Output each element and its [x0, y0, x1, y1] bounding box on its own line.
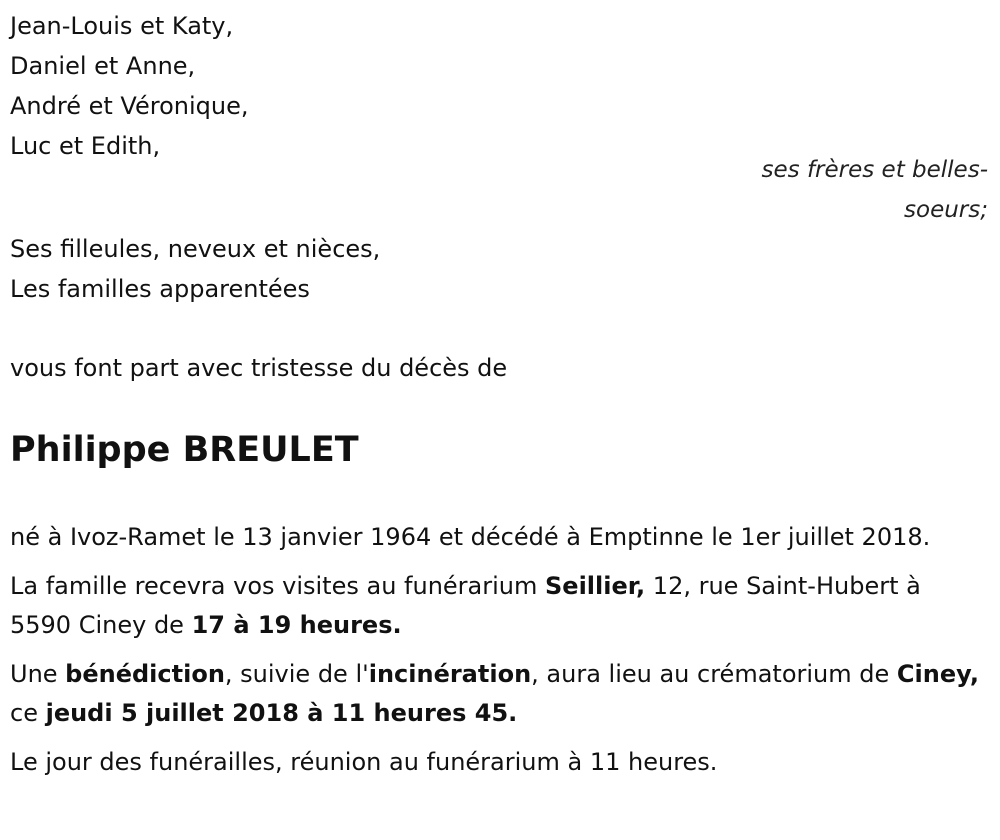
announcement-intro: vous font part avec tristesse du décès de	[10, 354, 508, 382]
birth-death-paragraph: né à Ivoz-Ramet le 13 janvier 1964 et décédé à Emptinne le 1er juillet 2018.	[10, 523, 931, 551]
sibling-line: Daniel et Anne,	[10, 52, 196, 80]
meeting-paragraph: Le jour des funérailles, réunion au funérarium à 11 heures.	[10, 748, 718, 776]
visits-text: La famille recevra vos visites au funérarium	[10, 572, 545, 600]
relatives-line: Ses filleules, neveux et nièces,	[10, 235, 381, 263]
ceremony-text: Une	[10, 660, 66, 688]
sibling-line: André et Véronique,	[10, 92, 249, 120]
siblings-note-line: ses frères et belles-	[761, 157, 988, 183]
ceremony-paragraph	[10, 655, 985, 733]
ceremony-text: , suivie de l'	[224, 660, 369, 688]
visits-address: 12, rue Saint-Hubert à 5590 Ciney de	[10, 572, 921, 639]
sibling-line: Jean-Louis et Katy,	[10, 12, 234, 40]
relatives-line: Les familles apparentées	[10, 275, 310, 303]
ceremony-datetime: jeudi 5 juillet 2018 à 11 heures 45.	[45, 699, 518, 727]
siblings-list	[10, 6, 248, 166]
siblings-relationship-note	[728, 150, 988, 230]
ceremony-text: ce	[10, 699, 46, 727]
obituary-details	[10, 518, 985, 792]
benediction-word: bénédiction	[65, 660, 225, 688]
crematorium-location: Ciney,	[896, 660, 979, 688]
siblings-note-line: soeurs;	[904, 197, 988, 223]
relatives-list	[10, 229, 380, 309]
deceased-name: Philippe BREULET	[10, 430, 359, 470]
visiting-hours: 17 à 19 heures.	[191, 611, 402, 639]
funeral-home-name: Seillier,	[545, 572, 646, 600]
incineration-word: incinération	[368, 660, 532, 688]
sibling-line: Luc et Edith,	[10, 132, 161, 160]
visits-paragraph	[10, 567, 985, 645]
ceremony-text: , aura lieu au crématorium de	[531, 660, 897, 688]
